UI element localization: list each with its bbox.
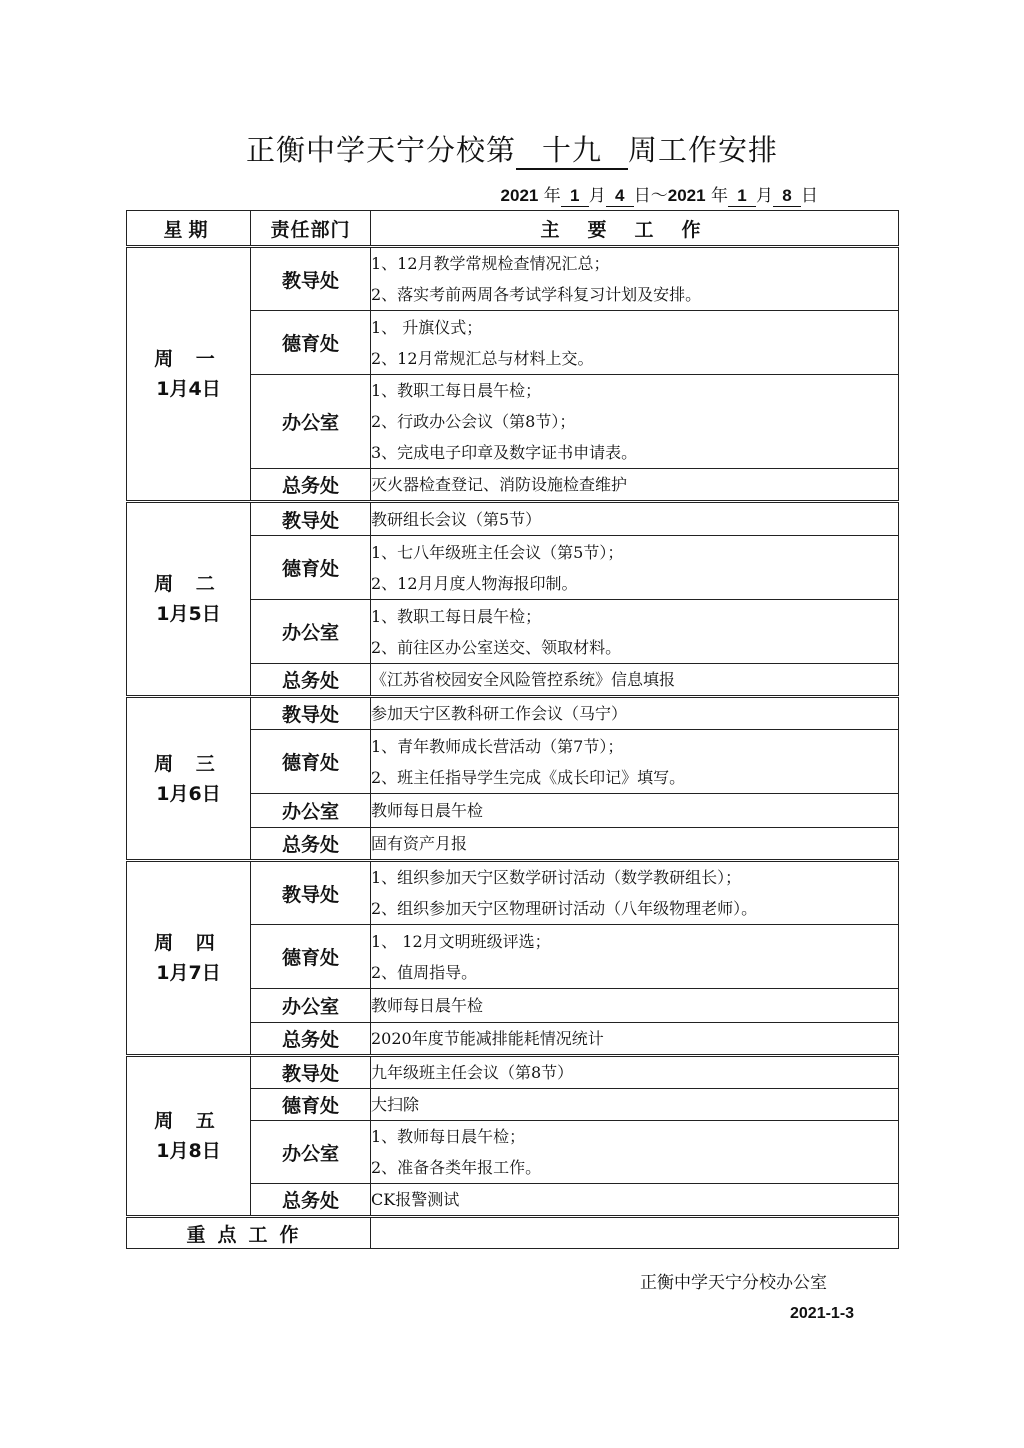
- title-prefix: 正衡中学天宁分校第: [245, 133, 516, 167]
- table-row: [127, 502, 899, 536]
- department-cell: 总务处: [251, 1184, 371, 1217]
- department-cell: 德育处: [251, 925, 371, 989]
- label-month: 月: [756, 186, 773, 206]
- weekday-cell: [127, 502, 251, 697]
- label-day: 日: [633, 186, 651, 206]
- end-day: 8: [782, 186, 792, 205]
- work-line: 2、值周指导。: [371, 962, 478, 982]
- work-line: 3、完成电子印章及数字证书申请表。: [371, 443, 638, 462]
- title-week-number: 十九: [516, 132, 628, 170]
- table-header-row: [127, 211, 899, 247]
- start-year: 2021: [500, 186, 539, 205]
- work-line: 1、 升旗仪式；: [371, 317, 483, 337]
- work-cell: [371, 600, 899, 664]
- work-cell: [371, 1056, 899, 1089]
- range-separator: ～: [650, 186, 668, 206]
- department-cell: 总务处: [251, 1023, 371, 1056]
- table-row: [127, 247, 899, 311]
- department-cell: 德育处: [251, 730, 371, 794]
- weekday-date: 1月4日: [156, 378, 221, 400]
- department-cell: 办公室: [251, 794, 371, 828]
- department-cell: 德育处: [251, 536, 371, 600]
- work-cell: [371, 1089, 899, 1121]
- work-line: 参加天宁区教科研工作会议（马宁）: [371, 704, 628, 723]
- work-cell: [371, 925, 899, 989]
- weekday-cell: [127, 1056, 251, 1217]
- weekday-cell: [127, 861, 251, 1056]
- weekday-name: 周 一: [154, 348, 223, 370]
- department-cell: 德育处: [251, 311, 371, 375]
- work-cell: [371, 469, 899, 502]
- key-work-row: [127, 1217, 899, 1249]
- weekday-date: 1月5日: [156, 603, 221, 625]
- work-line: 2、12月常规汇总与材料上交。: [371, 348, 594, 368]
- work-line: 《江苏省校园安全风险管控系统》信息填报: [371, 670, 676, 689]
- department-cell: 德育处: [251, 1089, 371, 1121]
- header-weekday: 星期: [127, 211, 251, 247]
- weekday-name: 周 二: [154, 573, 223, 595]
- label-month: 月: [588, 186, 606, 206]
- weekday-date: 1月7日: [156, 962, 221, 984]
- end-year: 2021: [667, 186, 706, 205]
- label-year: 年: [711, 186, 728, 206]
- work-line: 2、准备各类年报工作。: [371, 1158, 542, 1177]
- key-work-label: 重点工作: [127, 1217, 371, 1249]
- department-cell: 总务处: [251, 664, 371, 697]
- work-cell: [371, 861, 899, 925]
- work-cell: [371, 1023, 899, 1056]
- work-line: 大扫除: [371, 1095, 420, 1114]
- work-cell: [371, 1121, 899, 1184]
- schedule-body: [127, 247, 899, 1217]
- work-line: 1、12月教学常规检查情况汇总；: [371, 254, 610, 273]
- weekday-cell: [127, 697, 251, 861]
- weekday-date: 1月6日: [156, 782, 221, 805]
- work-line: 2、组织参加天宁区物理研讨活动（八年级物理老师）。: [371, 899, 758, 918]
- work-line: 2、行政办公会议（第8节）；: [371, 412, 576, 431]
- weekday-name: 周 四: [154, 932, 223, 954]
- work-cell: [371, 502, 899, 536]
- header-main-work: 主要工作: [371, 211, 899, 247]
- work-line: 2、落实考前两周各考试学科复习计划及安排。: [371, 285, 702, 304]
- signature-org: 正衡中学天宁分校办公室: [640, 1273, 827, 1293]
- department-cell: 总务处: [251, 828, 371, 861]
- work-line: 2、前往区办公室送交、领取材料。: [371, 637, 622, 657]
- start-month: 1: [570, 186, 580, 205]
- department-cell: 教导处: [251, 697, 371, 730]
- work-cell: [371, 536, 899, 600]
- work-cell: [371, 794, 899, 828]
- weekday-name: 周 三: [154, 752, 223, 775]
- department-cell: 办公室: [251, 1121, 371, 1184]
- work-cell: [371, 697, 899, 730]
- date-range: [0, 181, 818, 207]
- work-cell: [371, 1184, 899, 1217]
- work-line: 2、班主任指导学生完成《成长印记》填写。: [371, 767, 686, 787]
- table-row: [127, 861, 899, 925]
- weekday-name: 周 五: [154, 1110, 223, 1132]
- work-cell: [371, 828, 899, 861]
- end-month: 1: [737, 186, 747, 205]
- department-cell: 教导处: [251, 861, 371, 925]
- work-cell: [371, 247, 899, 311]
- title-suffix: 周工作安排: [628, 133, 779, 167]
- work-line: 2、12月月度人物海报印制。: [371, 573, 578, 593]
- department-cell: 办公室: [251, 989, 371, 1023]
- work-line: 固有资产月报: [371, 834, 468, 853]
- work-line: 2020年度节能减排能耗情况统计: [371, 1029, 604, 1048]
- work-line: CK报警测试: [371, 1190, 460, 1209]
- department-cell: 教导处: [251, 247, 371, 311]
- table-row: [127, 1056, 899, 1089]
- work-cell: [371, 989, 899, 1023]
- work-line: 灭火器检查登记、消防设施检查维护: [371, 475, 628, 494]
- work-cell: [371, 375, 899, 469]
- work-line: 1、组织参加天宁区数学研讨活动（数学教研组长）；: [371, 868, 742, 887]
- weekday-cell: [127, 247, 251, 502]
- work-line: 1、教职工每日晨午检；: [371, 381, 542, 400]
- work-line: 教师每日晨午检: [371, 996, 484, 1015]
- signature-date: 2021-1-3: [790, 1305, 855, 1322]
- start-day: 4: [615, 186, 625, 205]
- department-cell: 教导处: [251, 1056, 371, 1089]
- work-line: 1、教师每日晨午检；: [371, 1127, 526, 1146]
- work-cell: [371, 730, 899, 794]
- schedule-table: [126, 210, 899, 1249]
- document-title: [0, 128, 1024, 170]
- work-line: 1、青年教师成长营活动（第7节）；: [371, 736, 624, 756]
- department-cell: 办公室: [251, 600, 371, 664]
- table-row: [127, 697, 899, 730]
- work-line: 九年级班主任会议（第8节）: [371, 1063, 574, 1082]
- department-cell: 办公室: [251, 375, 371, 469]
- department-cell: 总务处: [251, 469, 371, 502]
- header-department: 责任部门: [251, 211, 371, 247]
- label-day: 日: [801, 186, 818, 206]
- work-line: 1、七八年级班主任会议（第5节）；: [371, 542, 624, 562]
- work-cell: [371, 664, 899, 697]
- work-line: 1、 12月文明班级评选；: [371, 931, 551, 951]
- work-cell: [371, 311, 899, 375]
- label-year: 年: [543, 186, 561, 206]
- work-line: 教师每日晨午检: [371, 801, 484, 820]
- weekday-date: 1月8日: [156, 1140, 221, 1162]
- department-cell: 教导处: [251, 502, 371, 536]
- key-work-content: [371, 1217, 899, 1249]
- work-line: 教研组长会议（第5节）: [371, 509, 542, 529]
- work-line: 1、教职工每日晨午检；: [371, 606, 542, 626]
